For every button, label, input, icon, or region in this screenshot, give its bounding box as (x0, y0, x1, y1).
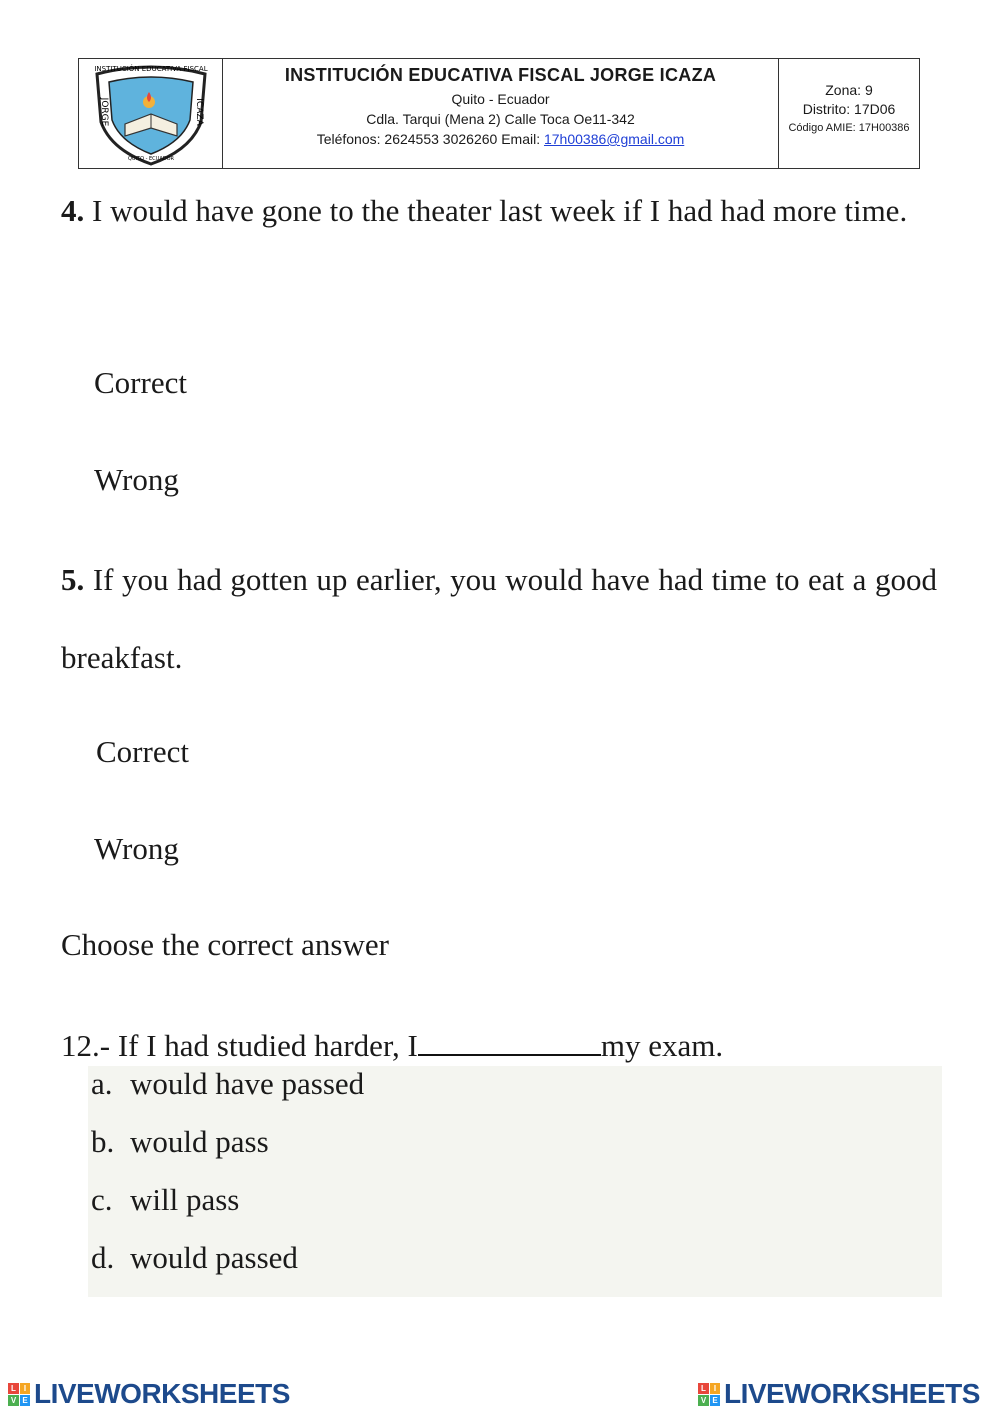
question-12-prefix: 12.- If I had studied harder, I (61, 1028, 418, 1063)
logo-left-text: JORGE (98, 97, 109, 126)
answer-letter: b. (91, 1124, 115, 1159)
option-wrong-q4[interactable]: Wrong (94, 462, 179, 497)
answer-option-a[interactable] (91, 1066, 364, 1102)
answer-option-d[interactable] (91, 1240, 298, 1276)
logo-top-text: INSTITUCIÓN EDUCATIVA FISCAL (93, 64, 208, 73)
school-codes (778, 59, 919, 168)
logo-bottom-text: QUITO - ECUADOR (127, 155, 174, 162)
answer-text: would have passed (130, 1066, 365, 1101)
email-link[interactable]: 17h00386@gmail.com (543, 131, 685, 147)
question-number: 5. (61, 562, 85, 597)
answer-text: would pass (130, 1124, 269, 1159)
school-shield-logo (87, 62, 215, 166)
answer-choices (88, 1066, 942, 1297)
question-number: 4. (61, 193, 85, 228)
answer-text: will pass (130, 1182, 240, 1217)
school-name: INSTITUCIÓN EDUCATIVA FISCAL JORGE ICAZA (284, 65, 717, 85)
distrito-label: Distrito: 17D06 (802, 101, 896, 117)
answer-blank[interactable] (418, 1026, 601, 1056)
option-correct-q5[interactable]: Correct (96, 734, 189, 769)
answer-letter: c. (91, 1182, 113, 1217)
school-phones: Teléfonos: 2624553 3026260 Email: (316, 131, 544, 147)
zona-label: Zona: 9 (825, 82, 873, 98)
question-12-suffix: my exam. (600, 1028, 724, 1063)
answer-letter: d. (91, 1240, 115, 1275)
school-address: Cdla. Tarqui (Mena 2) Calle Toca Oe11-342 (366, 111, 635, 127)
option-correct-q4[interactable]: Correct (94, 365, 187, 400)
logo-right-text: ICAZA (193, 97, 204, 126)
liveworksheets-logo-left (8, 1376, 290, 1412)
question-4 (61, 172, 937, 250)
section-title: Choose the correct answer (61, 927, 389, 962)
school-city: Quito - Ecuador (451, 91, 550, 107)
school-contact (223, 129, 778, 149)
liveworksheets-brand: LIVEWORKSHEETS (34, 1378, 290, 1409)
answer-text: would passed (130, 1240, 298, 1275)
answer-option-b[interactable] (91, 1124, 269, 1160)
liveworksheets-icon: L I V E (8, 1383, 30, 1405)
school-info (223, 59, 778, 168)
liveworksheets-icon: L I V E (698, 1383, 720, 1405)
answer-letter: a. (91, 1066, 113, 1101)
logo-cell (79, 59, 223, 168)
codigo-amie-label: Código AMIE: 17H00386 (788, 122, 910, 134)
option-wrong-q5[interactable]: Wrong (94, 831, 179, 866)
answer-option-c[interactable] (91, 1182, 239, 1218)
question-text: I would have gone to the theater last week if I had had more time. (92, 193, 908, 228)
school-header (78, 58, 920, 169)
question-12 (61, 1026, 723, 1064)
liveworksheets-logo-right (698, 1376, 980, 1412)
liveworksheets-brand: LIVEWORKSHEETS (724, 1378, 980, 1409)
question-5 (61, 541, 937, 697)
question-text: If you had gotten up earlier, you would have had time to eat a good breakfast. (61, 562, 937, 675)
